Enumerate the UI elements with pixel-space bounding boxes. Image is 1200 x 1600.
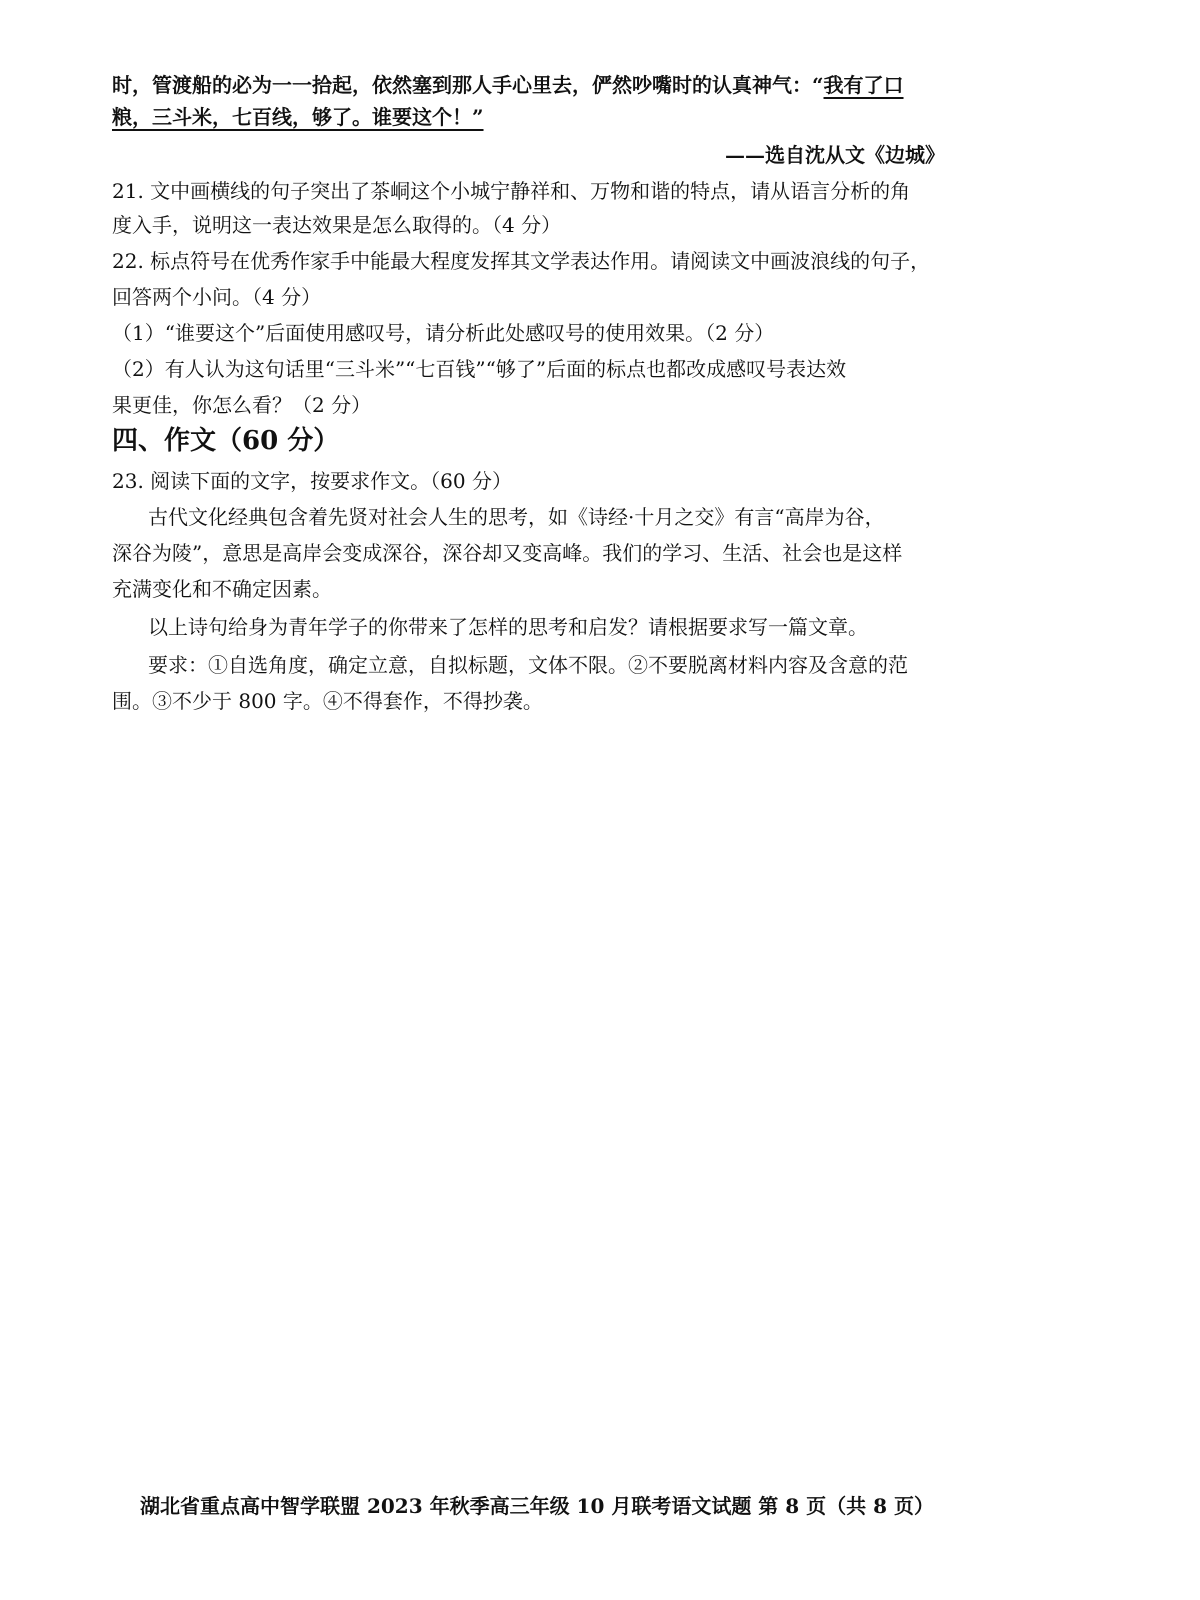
passage-line-1 (112, 70, 952, 100)
question-23: 23. 阅读下面的文字，按要求作文。（60 分） (112, 469, 512, 493)
material-line-2: 深谷为陵”，意思是高岸会变成深谷，深谷却又变高峰。我们的学习、生活、社会也是这样 (112, 541, 903, 565)
question-22-sub-1: （1）“谁要这个”后面使用感叹号，请分析此处感叹号的使用效果。（2 分） (112, 321, 775, 345)
material-line-3: 充满变化和不确定因素。 (112, 577, 332, 601)
material-line-4: 以上诗句给身为青年学子的你带来了怎样的思考和启发？请根据要求写一篇文章。 (148, 615, 868, 639)
question-22-sub-2-line-2: 果更佳，你怎么看？（2 分） (112, 393, 372, 417)
requirements-line-1: 要求：①自选角度，确定立意，自拟标题，文体不限。②不要脱离材料内容及含意的范 (148, 653, 908, 677)
question-22-sub-2-line-1: （2）有人认为这句话里“三斗米”“七百钱”“够了”后面的标点也都改成感叹号表达效 (112, 357, 847, 381)
section-4-heading: 四、作文（60 分） (112, 426, 340, 456)
question-22-line-1: 22. 标点符号在优秀作家手中能最大程度发挥其文学表达作用。请阅读文中画波浪线的句子， (112, 249, 931, 273)
question-21-line-2: 度入手，说明这一表达效果是怎么取得的。（4 分） (112, 213, 562, 237)
question-21-line-1: 21. 文中画横线的句子突出了茶峒这个小城宁静祥和、万物和谐的特点，请从语言分析的角 (112, 179, 911, 203)
requirements-line-2: 围。③不少于 800 字。④不得套作，不得抄袭。 (112, 689, 543, 713)
source-attribution: ——选自沈从文《边城》 (725, 143, 945, 167)
passage-line-2 (112, 102, 952, 132)
material-line-1: 古代文化经典包含着先贤对社会人生的思考，如《诗经·十月之交》有言“高岸为谷， (148, 505, 885, 529)
question-22-line-2: 回答两个小问。（4 分） (112, 285, 322, 309)
page-footer: 湖北省重点高中智学联盟 2023 年秋季高三年级 10 月联考语文试题 第 8 页（共 8 页） (140, 1494, 934, 1518)
passage-line-1-text: 时，管渡船的必为一一拾起，依然塞到那人手心里去，俨然吵嘴时的认真神气：“ (112, 73, 824, 97)
underlined-sentence-start: 我有了口 (823, 73, 904, 97)
underlined-sentence-end: 粮，三斗米，七百线，够了。谁要这个！” (112, 105, 484, 129)
